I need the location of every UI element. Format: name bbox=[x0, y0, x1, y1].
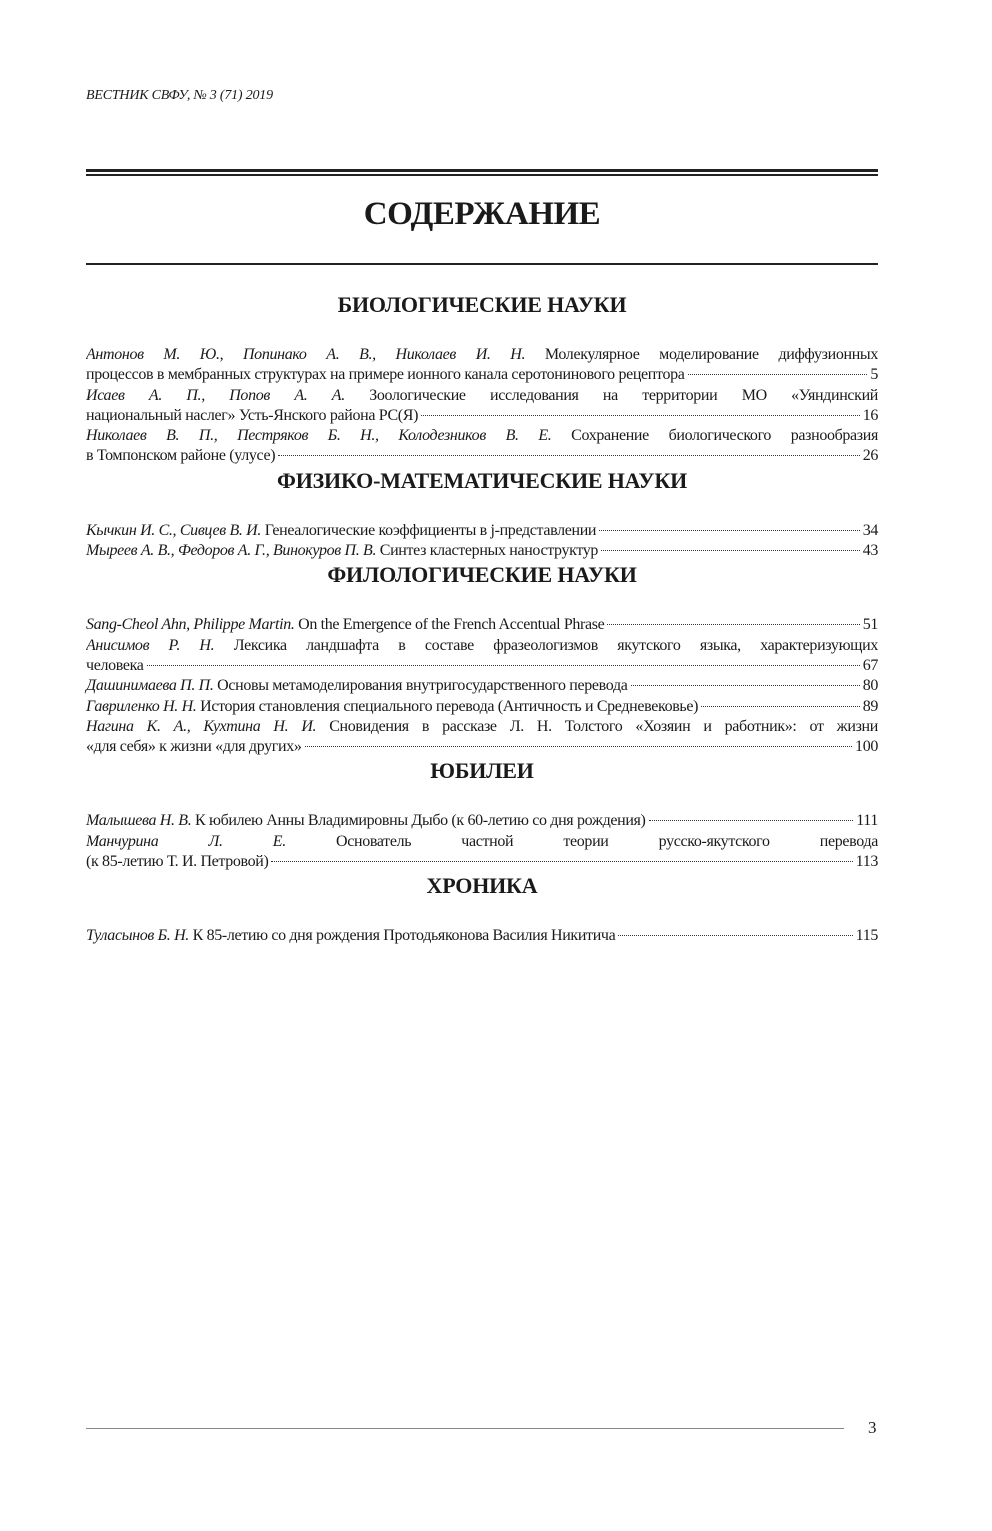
entry-title: К юбилею Анны Владимировны Дыбо (к 60-летию со дня рождения) bbox=[195, 812, 646, 830]
toc-section bbox=[86, 467, 878, 562]
section-heading: ФИЛОЛОГИЧЕСКИЕ НАУКИ bbox=[327, 562, 637, 588]
entry-page: 113 bbox=[855, 853, 878, 871]
entry-line bbox=[86, 406, 878, 426]
entry-title-cont: в Томпонском районе (улусе) bbox=[86, 447, 276, 465]
entry-line bbox=[86, 636, 878, 656]
entry-title: Сновидения в рассказе Л. Н. Толстого «Хозяин и работник»: от жизни bbox=[329, 717, 878, 735]
dot-leader bbox=[701, 706, 860, 707]
toc-entry[interactable] bbox=[86, 697, 878, 717]
dot-leader bbox=[631, 685, 860, 686]
dot-leader bbox=[278, 455, 860, 456]
toc-entry[interactable] bbox=[86, 926, 878, 946]
entry-authors: Малышева Н. В. bbox=[86, 812, 192, 830]
footer-rule bbox=[86, 1428, 844, 1429]
section-heading: БИОЛОГИЧЕСКИЕ НАУКИ bbox=[337, 292, 627, 317]
entry-page: 115 bbox=[855, 927, 878, 945]
entry-title-cont: процессов в мембранных структурах на примере ионного канала серотонинового рецептора bbox=[86, 366, 685, 384]
journal-running-header: ВЕСТНИК СВФУ, № 3 (71) 2019 bbox=[86, 88, 273, 103]
entry-page: 89 bbox=[862, 697, 878, 715]
title-rule bbox=[86, 263, 878, 265]
entry-title: Молекулярное моделирование диффузионных bbox=[544, 346, 878, 363]
entry-authors: Антонов М. Ю., Попинако А. В., Николаев И. Н. bbox=[86, 346, 526, 363]
entry-page: 5 bbox=[870, 366, 878, 384]
entry-authors: Анисимов Р. Н. bbox=[86, 636, 215, 654]
entry-page: 16 bbox=[862, 406, 878, 424]
entry-authors: Исаев А. П., Попов А. А. bbox=[86, 386, 345, 404]
page-number: 3 bbox=[868, 1418, 877, 1437]
toc-entry[interactable] bbox=[86, 832, 878, 873]
entry-line bbox=[86, 386, 878, 406]
entry-line bbox=[86, 541, 878, 561]
entry-page: 43 bbox=[862, 542, 878, 560]
entry-line bbox=[86, 426, 878, 446]
entry-title: On the Emergence of the French Accentual Phrase bbox=[298, 616, 605, 634]
entry-authors: Гавриленко Н. Н. bbox=[86, 697, 197, 715]
entry-title: Сохранение биологического разнообразия bbox=[571, 427, 878, 445]
entry-title-cont: «для себя» к жизни «для других» bbox=[86, 738, 302, 756]
entry-text bbox=[86, 676, 628, 696]
entry-title-cont: человека bbox=[86, 656, 144, 674]
dot-leader bbox=[688, 374, 868, 375]
entry-title: Основы метамоделирования внутригосударственного перевода bbox=[217, 677, 628, 695]
entry-text bbox=[86, 521, 596, 541]
entry-line bbox=[86, 365, 878, 385]
toc-section bbox=[86, 757, 878, 872]
entry-authors: Николаев В. П., Пестряков Б. Н., Колодезников В. Е. bbox=[86, 427, 552, 445]
entry-line bbox=[86, 521, 878, 541]
entry-title: Основатель частной теории русско-якутского перевода bbox=[336, 832, 878, 850]
toc-entry[interactable] bbox=[86, 541, 878, 561]
entry-title-cont: национальный наслег» Усть-Янского района РС(Я) bbox=[86, 406, 419, 424]
entry-line bbox=[86, 852, 878, 872]
entry-authors: Кычкин И. С., Сивцев В. И. bbox=[86, 521, 262, 539]
toc-entry[interactable] bbox=[86, 521, 878, 541]
entry-text bbox=[86, 811, 646, 831]
section-heading: ХРОНИКА bbox=[426, 873, 538, 899]
entry-title: К 85-летию со дня рождения Протодьяконова Василия Никитича bbox=[192, 927, 616, 945]
entry-text bbox=[86, 926, 615, 946]
section-heading: ЮБИЛЕИ bbox=[430, 758, 534, 784]
toc-entry[interactable] bbox=[86, 345, 878, 386]
section-heading: ФИЗИКО-МАТЕМАТИЧЕСКИЕ НАУКИ bbox=[277, 467, 687, 493]
toc-entry[interactable] bbox=[86, 386, 878, 427]
table-of-contents bbox=[86, 291, 878, 947]
entry-text bbox=[86, 615, 604, 635]
entry-line bbox=[86, 737, 878, 757]
entry-page: 111 bbox=[856, 812, 878, 830]
entry-title: История становления специального перевода (Античность и Средневековье) bbox=[200, 697, 699, 715]
entry-title: Генеалогические коэффициенты в j-представлении bbox=[264, 521, 597, 539]
entry-page: 80 bbox=[862, 677, 878, 695]
entry-page: 100 bbox=[855, 738, 878, 756]
dot-leader bbox=[271, 861, 852, 862]
entry-line bbox=[86, 446, 878, 466]
toc-entry[interactable] bbox=[86, 426, 878, 467]
toc-entry[interactable] bbox=[86, 676, 878, 696]
dot-leader bbox=[147, 665, 860, 666]
entry-authors: Sang-Cheol Ahn, Philippe Martin. bbox=[86, 616, 295, 634]
entry-page: 26 bbox=[862, 447, 878, 465]
dot-leader bbox=[607, 624, 859, 625]
dot-leader bbox=[599, 530, 860, 531]
entry-authors: Нагина К. А., Кухтина Н. И. bbox=[86, 717, 317, 735]
entry-title: Лексика ландшафта в составе фразеологизмов якутского языка, характеризующих bbox=[233, 636, 878, 654]
entry-title: Синтез кластерных наноструктур bbox=[379, 542, 599, 560]
entry-authors: Туласынов Б. Н. bbox=[86, 927, 189, 945]
entry-text bbox=[86, 541, 598, 561]
entry-line bbox=[86, 656, 878, 676]
entry-authors: Дашинимаева П. П. bbox=[86, 677, 214, 695]
entry-line bbox=[86, 717, 878, 737]
entry-line bbox=[86, 926, 878, 946]
entry-line bbox=[86, 697, 878, 717]
toc-section bbox=[86, 291, 878, 467]
toc-entry[interactable] bbox=[86, 615, 878, 635]
entry-title: Зоологические исследования на территории МО «Уяндинский bbox=[369, 386, 878, 404]
toc-section bbox=[86, 561, 878, 757]
dot-leader bbox=[305, 746, 853, 747]
dot-leader bbox=[618, 935, 852, 936]
header-rule-thin bbox=[86, 174, 878, 176]
entry-page: 67 bbox=[862, 656, 878, 674]
entry-authors: Мыреев А. В., Федоров А. Г., Винокуров П. В. bbox=[86, 542, 377, 560]
entry-line bbox=[86, 832, 878, 852]
toc-section bbox=[86, 872, 878, 946]
dot-leader bbox=[649, 820, 854, 821]
entry-line bbox=[86, 811, 878, 831]
dot-leader bbox=[601, 550, 860, 551]
entry-page: 51 bbox=[862, 616, 878, 634]
entry-title-cont: (к 85-летию Т. И. Петровой) bbox=[86, 853, 269, 871]
header-rule-thick bbox=[86, 169, 878, 172]
entry-authors: Манчурина Л. Е. bbox=[86, 832, 286, 850]
entry-text bbox=[86, 697, 698, 717]
entry-line bbox=[86, 615, 878, 635]
toc-entry[interactable] bbox=[86, 636, 878, 677]
entry-page: 34 bbox=[862, 521, 878, 539]
page-title: СОДЕРЖАНИЕ bbox=[363, 196, 601, 232]
toc-entry[interactable] bbox=[86, 811, 878, 831]
toc-entry[interactable] bbox=[86, 717, 878, 758]
entry-line bbox=[86, 676, 878, 696]
entry-line bbox=[86, 345, 878, 365]
dot-leader bbox=[421, 415, 860, 416]
